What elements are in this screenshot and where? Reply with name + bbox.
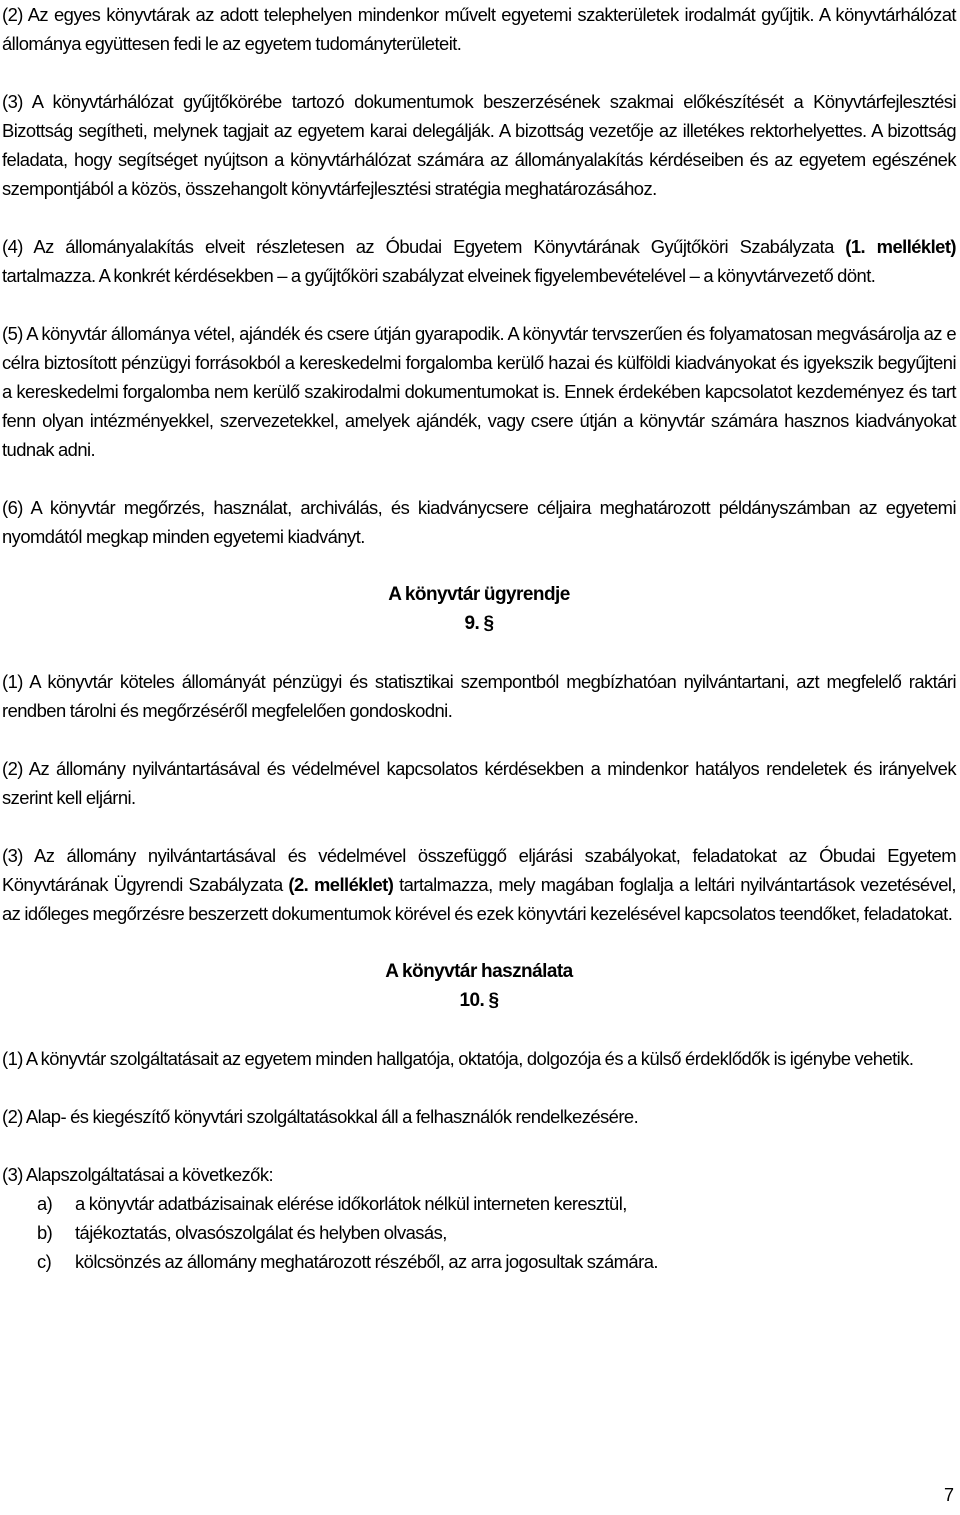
section-9-paragraph-3-text: (3) Az állomány nyilvántartásával és védelmével összefüggő eljárási szabályokat, feladatokat az Óbudai Egyetem Könyvtárának Ügyrendi Szabályzata [2,845,956,895]
paragraph-4 [2,232,956,290]
page-number: 7 [943,1485,954,1505]
section-10-paragraph-2: (2) Alap- és kiegészítő könyvtári szolgáltatásokkal áll a felhasználók rendelkezésére. [2,1106,639,1127]
list-item [2,1218,956,1247]
section-10-heading [2,957,956,1015]
paragraph-5: (5) A könyvtár állománya vétel, ajándék és csere útján gyarapodik. A könyvtár tervszerűen és folyamatosan megvásárolja az e célra biztosított pénzügyi forrásokból a kereskedelmi forgalomba kerülő hazai és külföldi kiadványokat és igyekszik begyűjteni a kereskedelmi forgalomba nem kerülő szakirodalmi dokumentumokat is. Ennek érdekében kapcsolatot kezdeményez és tart fenn olyan intézményekkel, szervezetekkel, amelyek ajándék, vagy csere útján a könyvtár számára hasznos kiadványokat tudnak adni. [2,323,956,460]
paragraph-3: (3) A könyvtárhálózat gyűjtőkörébe tartozó dokumentumok beszerzésének szakmai előkészítését a Könyvtárfejlesztési Bizottság segítheti, melynek tagjait az egyetem karai delegálják. A bizottság vezetője az illetékes rektorhelyettes. A bizottság feladata, hogy segítséget nyújtson a könyvtárhálózat számára az állományalakítás kérdéseiben és az egyetem egészének szempontjából a közös, összehangolt könyvtárfejlesztési stratégia meghatározásához. [2,91,956,199]
section-10-paragraph-3: (3) Alapszolgáltatásai a következők: [2,1164,274,1185]
annex-2-reference: (2. melléklet) [288,874,394,895]
list-marker: b) [37,1222,53,1243]
basic-services-list [2,1189,956,1276]
document-body [2,0,956,1276]
annex-1-reference: (1. melléklet) [845,236,956,257]
section-9-paragraph-3 [2,841,956,928]
section-9-heading [2,580,956,638]
section-9-number: 9. § [464,613,494,634]
list-item [2,1189,956,1218]
list-item [2,1247,956,1276]
list-marker: c) [37,1251,52,1272]
paragraph-4-text-end: tartalmazza. A konkrét kérdésekben – a gyűjtőköri szabályzat elveinek figyelembevételével – a könyvtárvezető dönt. [2,265,876,286]
section-10-number: 10. § [459,990,499,1011]
section-9-paragraph-1: (1) A könyvtár köteles állományát pénzügyi és statisztikai szempontból megbízhatóan nyilvántartani, azt megfelelő raktári rendben tárolni és megőrzéséről megfelelően gondoskodni. [2,671,956,721]
section-9-paragraph-3-text-end: tartalmazza, mely magában foglalja a leltári nyilvántartások vezetésével, az időleges megőrzésre beszerzett dokumentumok körével és ezek könyvtári kezelésével kapcsolatos teendőket, feladatokat. [2,874,956,924]
section-10-paragraph-1: (1) A könyvtár szolgáltatásait az egyetem minden hallgatója, oktatója, dolgozója és a külső érdeklődők is igénybe vehetik. [2,1048,914,1069]
list-item-text: tájékoztatás, olvasószolgálat és helyben olvasás, [75,1222,447,1243]
section-9-title: A könyvtár ügyrendje [388,584,570,605]
section-9-paragraph-2: (2) Az állomány nyilvántartásával és védelmével kapcsolatos kérdésekben a mindenkor hatályos rendeletek és irányelvek szerint kell eljárni. [2,758,956,808]
list-marker: a) [37,1193,53,1214]
paragraph-4-text: (4) Az állományalakítás elveit részletesen az Óbudai Egyetem Könyvtárának Gyűjtőköri Szabályzata [2,236,846,257]
paragraph-6: (6) A könyvtár megőrzés, használat, archiválás, és kiadványcsere céljaira meghatározott példányszámban az egyetemi nyomdától megkap minden egyetemi kiadványt. [2,497,956,547]
list-item-text: kölcsönzés az állomány meghatározott részéből, az arra jogosultak számára. [75,1251,658,1272]
section-10-title: A könyvtár használata [385,961,573,982]
paragraph-2: (2) Az egyes könyvtárak az adott telephelyen mindenkor művelt egyetemi szakterületek irodalmát gyűjtik. A könyvtárhálózat állománya együttesen fedi le az egyetem tudományterületeit. [2,4,956,54]
list-item-text: a könyvtár adatbázisainak elérése időkorlátok nélkül interneten keresztül, [75,1193,627,1214]
